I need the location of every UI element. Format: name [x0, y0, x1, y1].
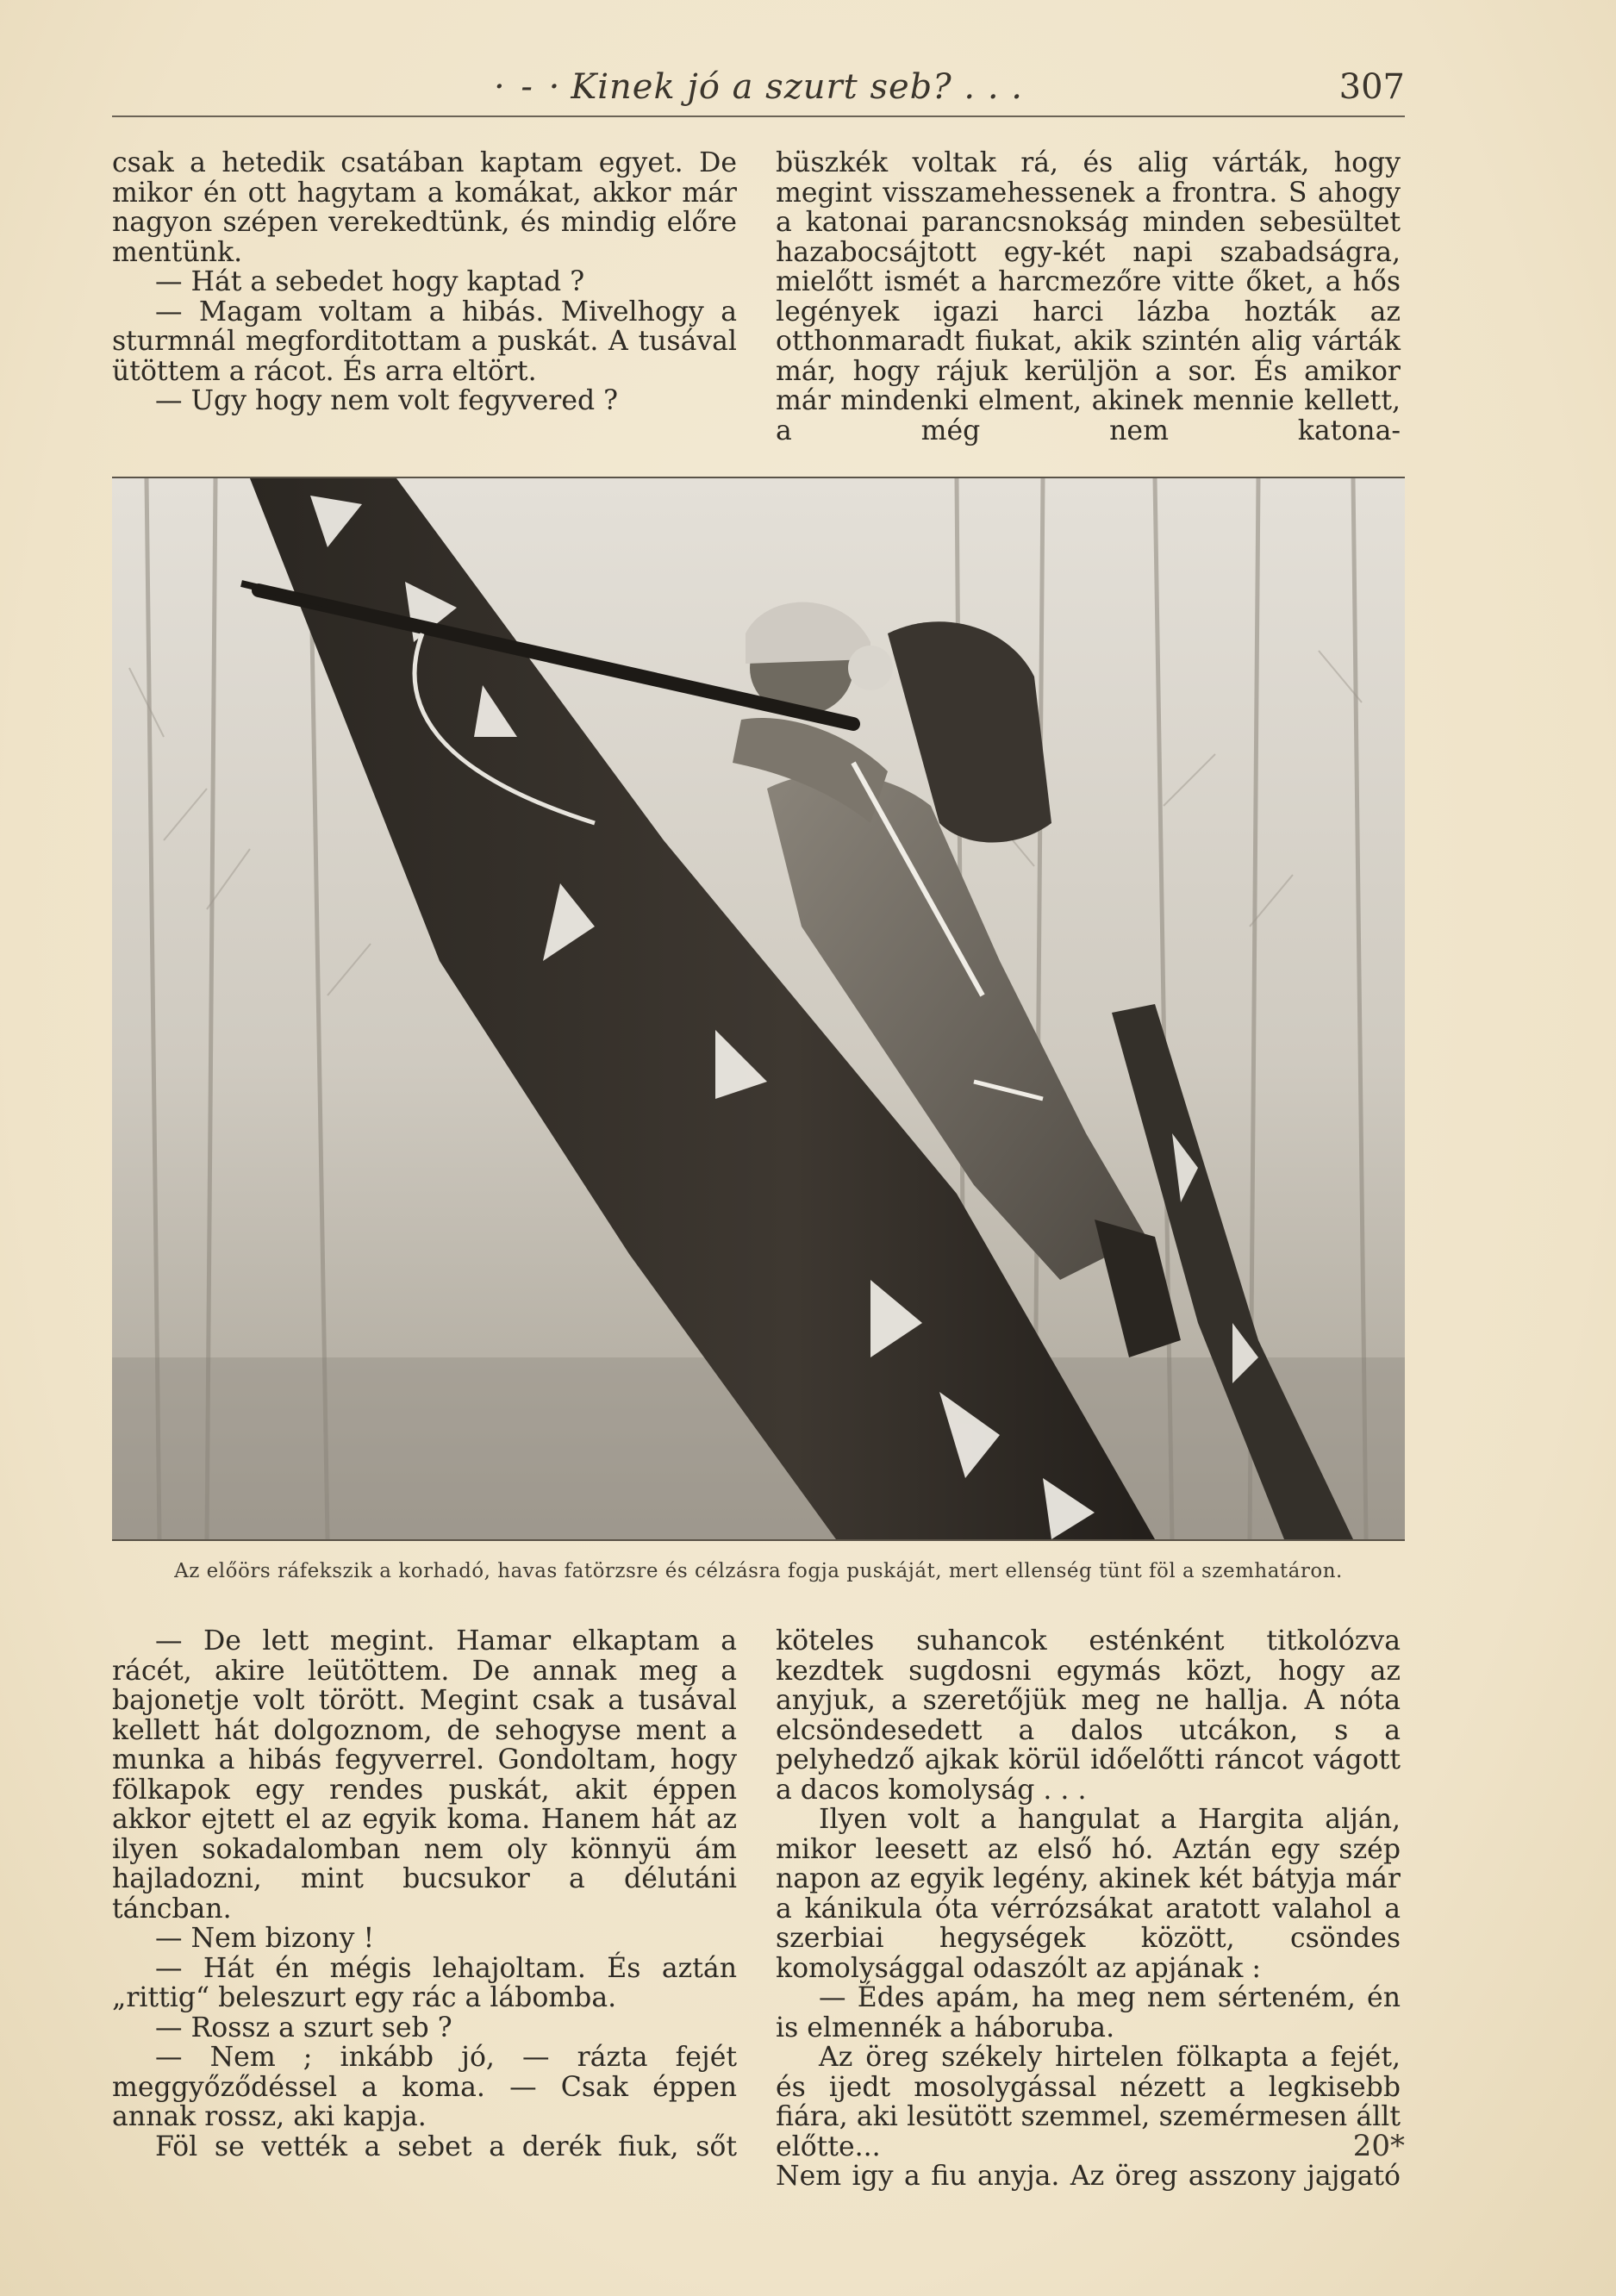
header-ornament: · - ·	[493, 67, 563, 107]
paragraph: köteles suhancok esténként titkolózva kezdtek sugdosni egymás közt, hogy az anyjuk, a szeretőjük meg ne hallja. A nóta elcsöndesedett a dalos utcákon, s a pelyhedző ajkak körül időelőtti ráncot vágott a dacos komolyság . . .	[776, 1625, 1401, 1806]
paragraph: — Nem bizony !	[155, 1923, 375, 1954]
paragraph: — Édes apám, ha meg nem sérteném, én is elmennék a háboruba.	[776, 1982, 1401, 2043]
paragraph: Nem igy a fiu anyja. Az öreg asszony jajgató	[776, 2161, 1401, 2192]
photograph	[112, 477, 1405, 1541]
signature-mark: 20*	[1352, 2129, 1405, 2163]
page-number: 307	[1338, 67, 1405, 107]
paragraph: — Rossz a szurt seb ?	[155, 2012, 452, 2043]
column-top-left	[112, 148, 737, 416]
paragraph: — Magam voltam a hibás. Mivelhogy a sturmnál megforditottam a puskát. A tusával ütöttem a rácot. És arra eltört.	[112, 296, 737, 387]
running-title	[112, 67, 1405, 107]
paragraph: csak a hetedik csatában kaptam egyet. De mikor én ott hagytam a komákat, akkor már nagyon szépen verekedtünk, és mindig előre mentünk.	[112, 147, 737, 268]
paragraph: Ilyen volt a hangulat a Hargita alján, mikor leesett az első hó. Aztán egy szép napon az egyik legény, akinek két bátyja már a kánikula óta vérrózsákat aratott valahol a szerbiai hegységek között, csöndes komolysággal odaszólt az apjának :	[776, 1804, 1401, 1984]
paragraph: Föl se vették a sebet a derék fiuk, sőt	[155, 2131, 737, 2162]
paragraph: — De lett megint. Hamar elkaptam a rácét, akire leütöttem. De annak meg a bajonetje volt törött. Megint csak a tusával kellett hát dolgoznom, de sehogyse ment a munka a hibás fegyverrel. Gondoltam, hogy fölkapok egy rendes puskát, akit éppen akkor ejtett el az egyik koma. Hanem hát az ilyen sokadalomban nem oly könnyü ám hajladozni, mint bucsukor a délutáni táncban.	[112, 1625, 737, 1925]
page-header	[112, 67, 1405, 117]
running-title-text: Kinek jó a szurt seb? . . .	[571, 67, 1023, 107]
column-top-right	[776, 148, 1401, 446]
column-bottom-right	[776, 1626, 1401, 2192]
paragraph: Az öreg székely hirtelen fölkapta a fejét, és ijedt mosolygással nézett a legkisebb fiára, aki lesütött szemmel, szemérmesen állt előtte...	[776, 2042, 1401, 2162]
paragraph: büszkék voltak rá, és alig várták, hogy megint visszamehessenek a frontra. S ahogy a katonai parancsnokság minden sebesültet hazabocsájtott egy-két napi szabadságra, mielőtt ismét a harcmezőre vitte őket, a hős legények igazi harci lázba hozták az otthonmaradt fiukat, akik szintén alig várták már, hogy rájuk kerüljön a sor. És amikor már mindenki elment, akinek mennie kellett, a még nem katona-	[776, 147, 1401, 446]
paragraph: — Ugy hogy nem volt fegyvered ?	[155, 385, 619, 416]
paragraph: — Nem ; inkább jó, — rázta fejét meggyőződéssel a koma. — Csak éppen annak rossz, aki kapja.	[112, 2042, 737, 2132]
paragraph: — Hát én mégis lehajoltam. És aztán „rittig“ beleszurt egy rác a lábomba.	[112, 1952, 737, 2013]
photo-caption: Az előörs ráfekszik a korhadó, havas fatörzsre és célzásra fogja puskáját, mert ellenség tünt föl a szemhatáron.	[174, 1560, 1343, 1582]
column-bottom-left	[112, 1626, 737, 2162]
paragraph: — Hát a sebedet hogy kaptad ?	[155, 266, 585, 297]
soldier-on-tree-photo	[112, 478, 1405, 1539]
